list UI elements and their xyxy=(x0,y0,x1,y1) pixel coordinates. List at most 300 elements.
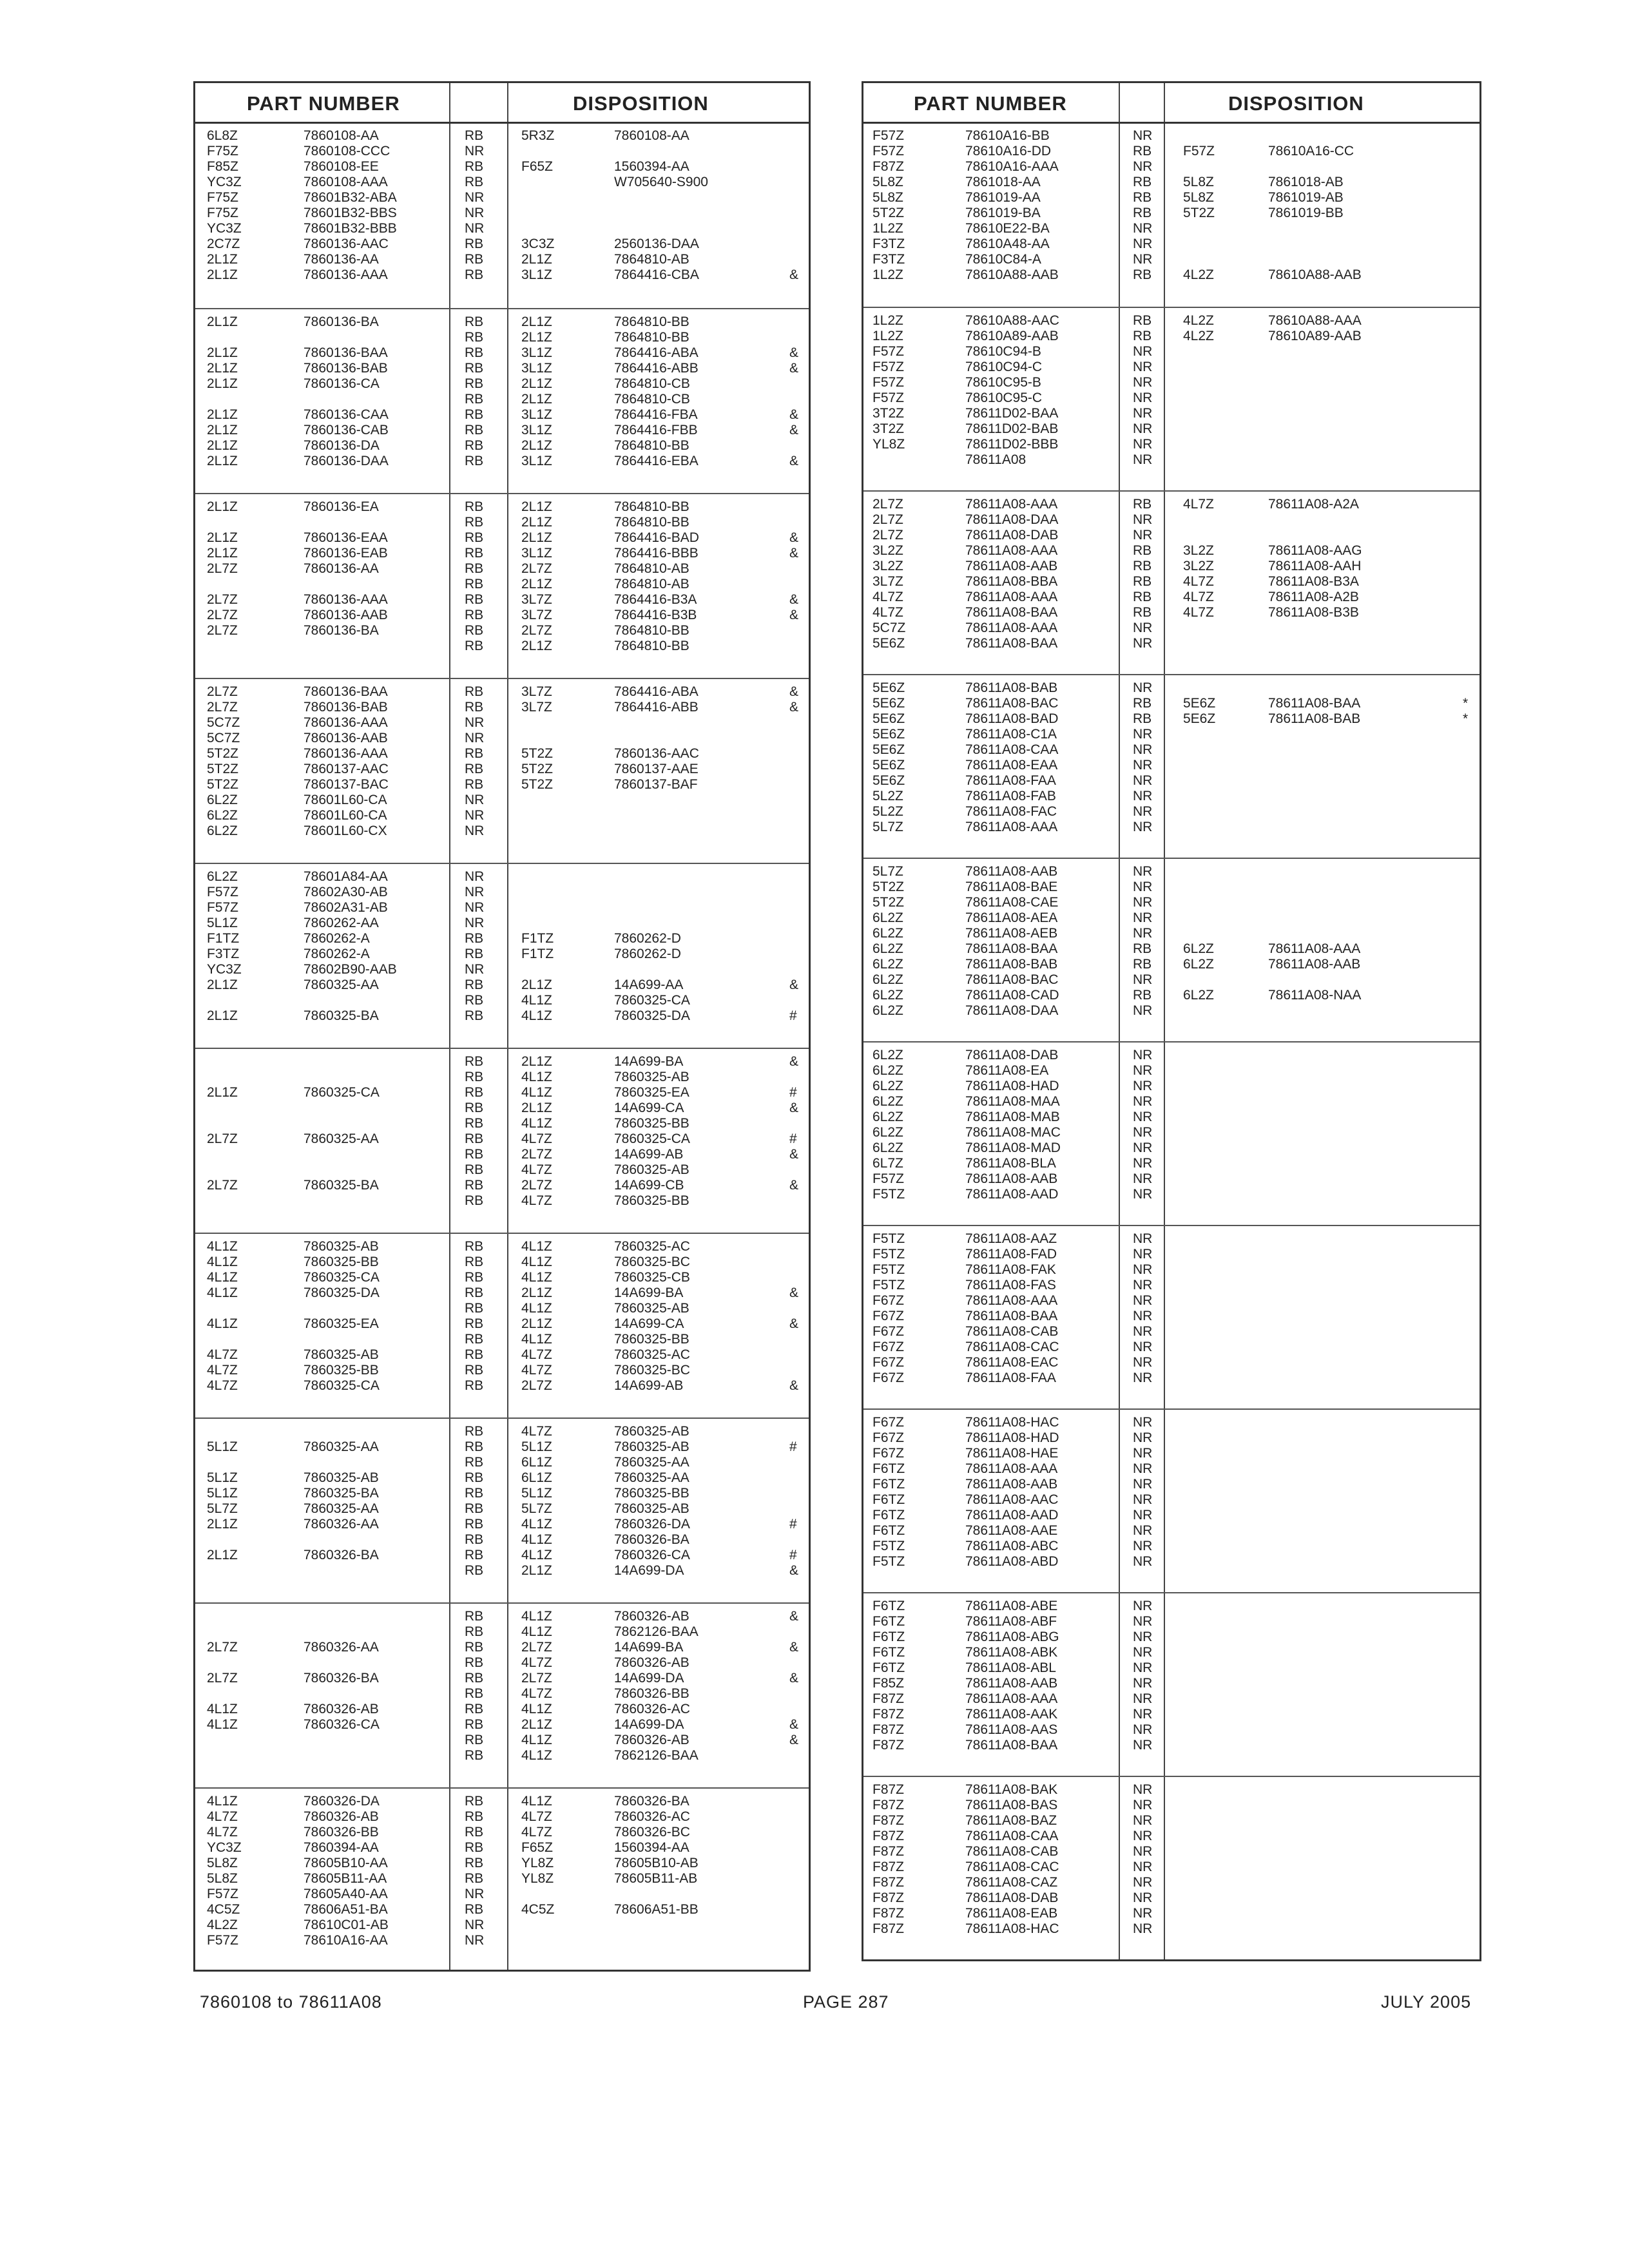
cell-prefix: F57Z xyxy=(872,344,905,359)
cell-new-prefix: 4L1Z xyxy=(521,1794,552,1809)
cell-prefix: F87Z xyxy=(872,1782,905,1797)
cell-code: RB xyxy=(465,1239,484,1254)
cell-prefix: 3T2Z xyxy=(872,421,905,436)
table-row xyxy=(195,746,809,762)
cell-new-prefix: 3L7Z xyxy=(521,684,552,699)
table-row xyxy=(195,684,809,700)
cell-prefix: 2L7Z xyxy=(207,700,238,715)
cell-code: RB xyxy=(465,1301,484,1316)
cell-new-prefix: 4L1Z xyxy=(521,1085,552,1100)
cell-new-prefix: 6L1Z xyxy=(521,1470,552,1485)
cell-part: 78611A08-FAD xyxy=(965,1247,1057,1262)
table-row xyxy=(195,1301,809,1316)
cell-part: 78601B32-BBS xyxy=(304,206,397,220)
cell-part: 78611A08-BAA xyxy=(965,636,1058,651)
cell-part: 7860136-EAA xyxy=(304,530,388,545)
cell-part: 78611A08-BAB xyxy=(965,957,1058,972)
cell-part: 7860136-AAA xyxy=(304,746,388,761)
cell-code: NR xyxy=(1133,1370,1153,1385)
table-row xyxy=(863,1370,1480,1386)
cell-prefix: F75Z xyxy=(207,144,239,159)
cell-part: 78611A08-ABG xyxy=(965,1629,1059,1644)
table-row xyxy=(863,344,1480,360)
cell-new-prefix: 5R3Z xyxy=(521,128,555,143)
cell-part: 78611A08-CAC xyxy=(965,1860,1059,1874)
table-row xyxy=(863,957,1480,972)
table-row xyxy=(863,1782,1480,1798)
cell-code: NR xyxy=(1133,910,1153,925)
cell-prefix: F57Z xyxy=(872,1171,905,1186)
cell-part: 78611A08-AAB xyxy=(965,1676,1058,1691)
table-row xyxy=(863,711,1480,727)
cell-code: NR xyxy=(1133,1094,1153,1109)
table-row xyxy=(195,1902,809,1917)
cell-code: NR xyxy=(1133,895,1153,910)
cell-code: NR xyxy=(1133,1446,1153,1461)
cell-code: NR xyxy=(1133,680,1153,695)
footer-page-number: PAGE 287 xyxy=(803,1992,889,2012)
cell-part: 78611A08-AEB xyxy=(965,926,1058,941)
cell-prefix: F3TZ xyxy=(207,947,240,961)
row-group xyxy=(863,1225,1480,1410)
cell-part: 78611A08-BAE xyxy=(965,879,1058,894)
cell-code: RB xyxy=(1133,574,1152,589)
cell-new-part: 14A699-CA xyxy=(614,1316,684,1331)
cell-new-prefix: F65Z xyxy=(521,159,554,174)
cell-code: NR xyxy=(1133,512,1153,527)
cell-code: NR xyxy=(1133,1676,1153,1691)
table-row xyxy=(863,1003,1480,1019)
cell-part: 7860326-AB xyxy=(304,1809,379,1824)
cell-prefix: 2L1Z xyxy=(207,345,238,360)
cell-prefix: 4L1Z xyxy=(207,1285,238,1300)
cell-prefix: 1L2Z xyxy=(872,221,903,236)
cell-prefix: 6L2Z xyxy=(207,808,238,823)
cell-code: RB xyxy=(465,777,484,792)
table-row xyxy=(195,1825,809,1840)
cell-prefix: 5E6Z xyxy=(872,636,905,651)
cell-new-part: 7860137-AAE xyxy=(614,762,699,776)
cell-code: RB xyxy=(1133,941,1152,956)
cell-prefix: F87Z xyxy=(872,1707,905,1722)
cell-part: 7860136-AAA xyxy=(304,715,388,730)
table-row xyxy=(195,1548,809,1563)
table-row xyxy=(863,236,1480,252)
table-row xyxy=(863,1079,1480,1094)
cell-new-part: 7860136-AAC xyxy=(614,746,699,761)
table-row xyxy=(863,559,1480,574)
row-group xyxy=(863,858,1480,1043)
cell-part: 78611A08-CAA xyxy=(965,742,1059,757)
cell-code: RB xyxy=(465,931,484,946)
cell-part: 78611A08-BBA xyxy=(965,574,1058,589)
cell-code: NR xyxy=(1133,1340,1153,1354)
cell-new-part: 14A699-AB xyxy=(614,1147,684,1162)
table-row xyxy=(863,574,1480,590)
cell-code: RB xyxy=(465,1332,484,1347)
cell-new-part: 78611A08-NAA xyxy=(1268,988,1362,1003)
cell-part: 78611D02-BBB xyxy=(965,437,1059,452)
cell-code: RB xyxy=(465,1147,484,1162)
cell-prefix: 2L1Z xyxy=(207,530,238,545)
cell-note: & xyxy=(789,361,799,376)
cell-prefix: 5L7Z xyxy=(872,820,903,834)
table-row xyxy=(195,1671,809,1686)
cell-code: RB xyxy=(1133,590,1152,604)
table-row xyxy=(863,1860,1480,1875)
table-row xyxy=(863,1446,1480,1461)
cell-new-prefix: 4L1Z xyxy=(521,1301,552,1316)
cell-part: 7860136-BA xyxy=(304,314,379,329)
table-row xyxy=(863,1187,1480,1202)
cell-prefix: 5L8Z xyxy=(872,190,903,205)
cell-part: 78611A08-AAA xyxy=(965,1293,1058,1308)
cell-part: 7860325-BB xyxy=(304,1254,379,1269)
cell-code: RB xyxy=(465,423,484,437)
cell-new-part: 1560394-AA xyxy=(614,1840,689,1855)
cell-part: 7860326-BB xyxy=(304,1825,379,1840)
cell-new-prefix: 2L1Z xyxy=(521,1285,552,1300)
cell-code: RB xyxy=(1133,206,1152,220)
cell-prefix: 5L8Z xyxy=(872,175,903,189)
table-row xyxy=(863,1722,1480,1738)
cell-new-part: 7864810-BB xyxy=(614,438,689,453)
cell-code: RB xyxy=(465,746,484,761)
cell-code: RB xyxy=(465,345,484,360)
cell-new-prefix: 4L2Z xyxy=(1183,267,1214,282)
row-group xyxy=(195,493,809,679)
cell-code: NR xyxy=(1133,820,1153,834)
cell-new-part: 7864810-BB xyxy=(614,330,689,345)
cell-new-prefix: 4L7Z xyxy=(521,1193,552,1208)
cell-part: 78611A08-CAD xyxy=(965,988,1059,1003)
cell-part: 78602B90-AAB xyxy=(304,962,397,977)
cell-code: RB xyxy=(465,608,484,622)
cell-note: & xyxy=(789,608,799,622)
cell-prefix: F6TZ xyxy=(872,1523,905,1538)
cell-code: RB xyxy=(465,1733,484,1747)
table-row xyxy=(195,1455,809,1470)
cell-new-part: 7864810-AB xyxy=(614,252,689,267)
cell-new-part: 14A699-AB xyxy=(614,1378,684,1393)
cell-new-part: 7860325-CB xyxy=(614,1270,690,1285)
cell-part: 78611A08-BAS xyxy=(965,1798,1058,1812)
cell-new-part: 7860325-BB xyxy=(614,1486,689,1501)
cell-new-part: 78611A08-AAG xyxy=(1268,543,1362,558)
cell-code: RB xyxy=(465,1671,484,1686)
cell-part: 7860136-BAB xyxy=(304,361,388,376)
cell-code: NR xyxy=(1133,742,1153,757)
table-header xyxy=(195,83,809,124)
table-row xyxy=(863,620,1480,636)
cell-new-prefix: 4L7Z xyxy=(521,1825,552,1840)
cell-part: 78611A08-CAA xyxy=(965,1829,1059,1843)
cell-part: 7860136-AA xyxy=(304,252,379,267)
cell-prefix: 5E6Z xyxy=(872,680,905,695)
cell-new-part: 78611A08-AAH xyxy=(1268,559,1362,573)
cell-new-prefix: 3C3Z xyxy=(521,236,555,251)
cell-part: 78611A08-MAC xyxy=(965,1125,1061,1140)
table-row xyxy=(863,1231,1480,1247)
cell-prefix: 2L7Z xyxy=(872,497,903,512)
cell-code: NR xyxy=(1133,437,1153,452)
cell-prefix: F57Z xyxy=(207,1933,239,1948)
cell-part: 7860325-AA xyxy=(304,1501,379,1516)
cell-prefix: 5L8Z xyxy=(207,1856,238,1870)
cell-prefix: 5E6Z xyxy=(872,773,905,788)
cell-prefix: F5TZ xyxy=(872,1278,905,1293)
cell-note: & xyxy=(789,407,799,422)
cell-part: 7860325-BB xyxy=(304,1363,379,1378)
cell-prefix: F57Z xyxy=(207,900,239,915)
cell-code: NR xyxy=(1133,1171,1153,1186)
cell-part: 7861019-AA xyxy=(965,190,1041,205)
cell-code: NR xyxy=(1133,1110,1153,1124)
table-row xyxy=(863,820,1480,835)
cell-prefix: F3TZ xyxy=(872,236,905,251)
cell-code: NR xyxy=(1133,727,1153,742)
cell-code: NR xyxy=(1133,1156,1153,1171)
cell-part: 78611A08-AAZ xyxy=(965,1231,1057,1246)
cell-code: RB xyxy=(465,1563,484,1578)
cell-prefix: 5T2Z xyxy=(207,746,239,761)
cell-new-prefix: 5L7Z xyxy=(521,1501,552,1516)
cell-code: NR xyxy=(1133,1508,1153,1523)
table-row xyxy=(863,742,1480,758)
cell-code: RB xyxy=(465,1809,484,1824)
cell-code: RB xyxy=(465,700,484,715)
cell-code: RB xyxy=(465,1902,484,1917)
cell-code: NR xyxy=(1133,159,1153,174)
table-row xyxy=(195,1517,809,1532)
cell-new-part: 7864416-ABA xyxy=(614,345,699,360)
cell-code: RB xyxy=(465,1517,484,1532)
cell-prefix: 6L2Z xyxy=(872,1094,903,1109)
cell-new-part: 14A699-DA xyxy=(614,1563,684,1578)
cell-prefix: 5T2Z xyxy=(207,762,239,776)
cell-code: RB xyxy=(465,546,484,561)
cell-part: 78611A08-AAA xyxy=(965,1691,1058,1706)
cell-prefix: F87Z xyxy=(872,1691,905,1706)
table-row xyxy=(195,1748,809,1763)
cell-prefix: 4L7Z xyxy=(207,1347,238,1362)
cell-prefix: 6L8Z xyxy=(207,128,238,143)
cell-code: NR xyxy=(1133,1875,1153,1890)
cell-new-prefix: 4L1Z xyxy=(521,1733,552,1747)
cell-code: RB xyxy=(465,1640,484,1655)
table-row xyxy=(863,636,1480,651)
cell-part: 7860136-BA xyxy=(304,623,379,638)
cell-code: RB xyxy=(1133,543,1152,558)
cell-code: RB xyxy=(465,1254,484,1269)
header-disposition: DISPOSITION xyxy=(573,92,709,115)
cell-prefix: 3L7Z xyxy=(872,574,903,589)
cell-new-part: 78610A89-AAB xyxy=(1268,329,1362,343)
cell-code: NR xyxy=(1133,1829,1153,1843)
cell-part: 7860326-AB xyxy=(304,1702,379,1716)
cell-code: NR xyxy=(1133,1629,1153,1644)
cell-prefix: F6TZ xyxy=(872,1508,905,1523)
cell-prefix: 4L7Z xyxy=(872,605,903,620)
table-header xyxy=(863,83,1480,124)
cell-part: 78611A08-CAB xyxy=(965,1324,1059,1339)
cell-new-part: 7860326-AB xyxy=(614,1655,689,1670)
cell-code: NR xyxy=(1133,1003,1153,1018)
cell-part: 7860325-AA xyxy=(304,1439,379,1454)
row-group xyxy=(195,678,809,864)
cell-prefix: F67Z xyxy=(872,1430,905,1445)
cell-code: NR xyxy=(1133,1278,1153,1293)
cell-code: NR xyxy=(465,190,485,205)
cell-note: & xyxy=(789,345,799,360)
cell-code: NR xyxy=(1133,773,1153,788)
table-row xyxy=(195,900,809,916)
cell-new-part: 7861019-BB xyxy=(1268,206,1344,220)
table-row xyxy=(863,144,1480,159)
cell-part: 78611A08-BAD xyxy=(965,711,1059,726)
table-row xyxy=(863,895,1480,910)
cell-code: NR xyxy=(1133,1355,1153,1370)
table-row xyxy=(195,1439,809,1455)
cell-prefix: F87Z xyxy=(872,1738,905,1753)
cell-part: 78611A08-BAA xyxy=(965,941,1058,956)
cell-new-part: 7864416-CBA xyxy=(614,267,699,282)
cell-prefix: 2L1Z xyxy=(207,977,238,992)
cell-prefix: 2L1Z xyxy=(207,1085,238,1100)
table-row xyxy=(863,175,1480,190)
cell-prefix: 4L7Z xyxy=(872,590,903,604)
cell-new-prefix: 4L7Z xyxy=(1183,590,1214,604)
cell-new-prefix: 4L1Z xyxy=(521,1609,552,1624)
cell-code: NR xyxy=(1133,375,1153,390)
cell-new-part: 78605B10-AB xyxy=(614,1856,699,1870)
cell-code: RB xyxy=(1133,957,1152,972)
table-row xyxy=(195,454,809,469)
table-row xyxy=(195,1316,809,1332)
table-row xyxy=(863,773,1480,789)
cell-prefix: 2L1Z xyxy=(207,454,238,468)
cell-code: RB xyxy=(465,330,484,345)
cell-prefix: 2L1Z xyxy=(207,546,238,561)
cell-part: 78611A08-DAB xyxy=(965,528,1059,543)
cell-part: 78602A31-AB xyxy=(304,900,388,915)
table-row xyxy=(863,1798,1480,1813)
cell-code: RB xyxy=(465,236,484,251)
cell-note: & xyxy=(789,1178,799,1193)
table-row xyxy=(195,330,809,345)
cell-prefix: 5E6Z xyxy=(872,727,905,742)
cell-code: NR xyxy=(1133,1262,1153,1277)
cell-part: 78605B11-AA xyxy=(304,1871,387,1886)
cell-note: & xyxy=(789,454,799,468)
cell-code: RB xyxy=(465,1548,484,1562)
cell-code: RB xyxy=(465,1100,484,1115)
table-row xyxy=(195,221,809,236)
cell-code: NR xyxy=(1133,1079,1153,1093)
table-row xyxy=(863,926,1480,941)
cell-prefix: 4L1Z xyxy=(207,1316,238,1331)
table-row xyxy=(195,530,809,546)
cell-part: 78601B32-BBB xyxy=(304,221,397,236)
cell-part: 78611A08-FAC xyxy=(965,804,1057,819)
cell-prefix: 6L2Z xyxy=(872,910,903,925)
cell-prefix: F67Z xyxy=(872,1309,905,1323)
cell-code: RB xyxy=(465,1825,484,1840)
cell-new-part: 7860325-AB xyxy=(614,1439,689,1454)
row-group xyxy=(195,1418,809,1604)
cell-new-part: 7860262-D xyxy=(614,931,681,946)
cell-prefix: 6L2Z xyxy=(207,869,238,884)
cell-part: 78611A08-BAZ xyxy=(965,1813,1057,1828)
table-row xyxy=(195,700,809,715)
cell-prefix: 2L1Z xyxy=(207,423,238,437)
table-row xyxy=(863,360,1480,375)
cell-part: 7860325-BA xyxy=(304,1486,379,1501)
cell-code: NR xyxy=(1133,972,1153,987)
cell-code: RB xyxy=(1133,144,1152,159)
cell-code: RB xyxy=(1133,696,1152,711)
header-part-number: PART NUMBER xyxy=(247,92,400,115)
cell-new-part: 7864810-AB xyxy=(614,577,689,591)
table-row xyxy=(195,1008,809,1024)
cell-new-prefix: 4L1Z xyxy=(521,1070,552,1084)
table-row xyxy=(863,421,1480,437)
cell-prefix: F57Z xyxy=(872,390,905,405)
cell-part: 78606A51-BA xyxy=(304,1902,388,1917)
cell-code: NR xyxy=(1133,236,1153,251)
cell-code: RB xyxy=(465,499,484,514)
cell-prefix: F57Z xyxy=(872,128,905,143)
cell-prefix: 2L7Z xyxy=(872,528,903,543)
table-row xyxy=(195,561,809,577)
cell-new-part: 7860262-D xyxy=(614,947,681,961)
table-row xyxy=(195,793,809,808)
cell-new-part: 78611A08-A2A xyxy=(1268,497,1359,512)
table-row xyxy=(195,1686,809,1702)
row-group xyxy=(863,1592,1480,1777)
table-row xyxy=(195,1193,809,1209)
cell-new-prefix: 3L7Z xyxy=(521,608,552,622)
cell-prefix: YC3Z xyxy=(207,1840,242,1855)
cell-new-part: 7860326-AC xyxy=(614,1809,690,1824)
table-row xyxy=(863,1890,1480,1906)
row-group xyxy=(863,307,1480,492)
cell-code: NR xyxy=(1133,1798,1153,1812)
cell-code: RB xyxy=(465,1424,484,1439)
row-group xyxy=(863,1041,1480,1226)
cell-new-prefix: 4L7Z xyxy=(521,1347,552,1362)
cell-code: NR xyxy=(465,869,485,884)
cell-prefix: F87Z xyxy=(872,1906,905,1921)
cell-prefix: 5L1Z xyxy=(207,916,238,930)
cell-code: NR xyxy=(1133,221,1153,236)
cell-part: 78611A08-HAD xyxy=(965,1079,1059,1093)
cell-new-prefix: 5L1Z xyxy=(521,1439,552,1454)
cell-code: NR xyxy=(1133,1309,1153,1323)
cell-prefix: 5L1Z xyxy=(207,1486,238,1501)
table-row xyxy=(863,1554,1480,1570)
cell-code: RB xyxy=(465,1501,484,1516)
cell-part: 7860325-AA xyxy=(304,1131,379,1146)
cell-code: RB xyxy=(465,392,484,407)
cell-part: 78611A08-BAC xyxy=(965,696,1059,711)
cell-part: 78605B10-AA xyxy=(304,1856,388,1870)
cell-prefix: F5TZ xyxy=(872,1262,905,1277)
cell-part: 78610A16-AAA xyxy=(965,159,1059,174)
cell-note: & xyxy=(789,267,799,282)
table-row xyxy=(195,1470,809,1486)
cell-prefix: 1L2Z xyxy=(872,267,903,282)
